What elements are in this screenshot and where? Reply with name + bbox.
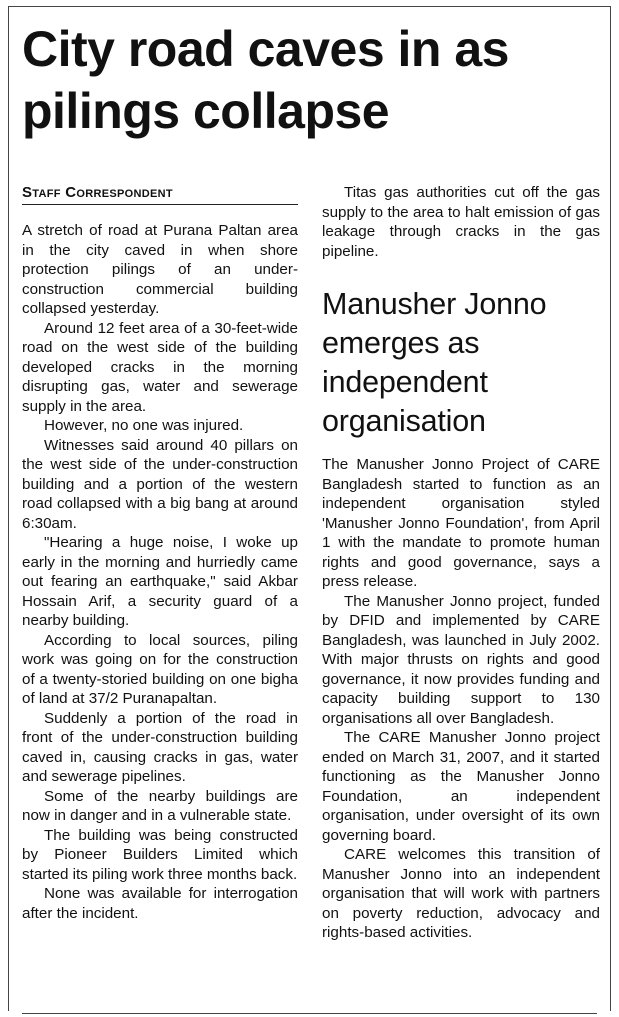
paragraph: Some of the nearby buildings are now in danger and in a vulnerable state. bbox=[22, 787, 298, 824]
paragraph: According to local sources, piling work was going on for the construction of a twenty-storied building on one bigha of land at 37/2 Puranapaltan. bbox=[22, 631, 298, 707]
paragraph: The Manusher Jonno project, funded by DFID and implemented by CARE Bangladesh, was launched in July 2002. With major thrusts on rights and good governance, it now provides funding and capacity building support to 130 organisations all over Bangladesh. bbox=[322, 592, 600, 727]
right-column bbox=[322, 183, 600, 943]
bottom-rule bbox=[22, 1013, 597, 1014]
paragraph: Suddenly a portion of the road in front of the under-construction building caved in, causing cracks in gas, water and sewerage pipelines. bbox=[22, 709, 298, 785]
paragraph: The Manusher Jonno Project of CARE Bangladesh started to function as an independent organisation styled 'Manusher Jonno Foundation', from April 1 with the mandate to promote human rights and good governance, says a press release. bbox=[322, 456, 600, 590]
paragraph: The CARE Manusher Jonno project ended on March 31, 2007, and it started functioning as the Manusher Jonno Foundation, an independent organisation, under oversight of its own governing board. bbox=[322, 729, 600, 844]
headline: City road caves in as pilings collapse bbox=[22, 21, 509, 139]
paragraph: Titas gas authorities cut off the gas supply to the area to halt emission of gas leakage through cracks in the gas pipeline. bbox=[322, 184, 600, 260]
paragraph: "Hearing a huge noise, I woke up early in the morning and hurriedly came out fearing an earthquake," said Akbar Hossain Arif, a security guard of a nearby building. bbox=[22, 534, 298, 629]
second-headline: Manusher Jonno emerges as independent organisation bbox=[322, 287, 547, 438]
paragraph: None was available for interrogation after the incident. bbox=[22, 885, 298, 922]
paragraph: However, no one was injured. bbox=[44, 417, 244, 434]
paragraph: Witnesses said around 40 pillars on the west side of the under-construction building and a portion of the western road collapsed with a big bang at around 6:30am. bbox=[22, 436, 298, 532]
left-column bbox=[22, 183, 298, 923]
paragraph: The building was being constructed by Pioneer Builders Limited which started its piling work three months back. bbox=[22, 826, 298, 883]
paragraph: Around 12 feet area of a 30-feet-wide road on the west side of the building developed cracks in the morning disrupting gas, water and sewerage supply in the area. bbox=[22, 319, 298, 415]
byline: Staff Correspondent bbox=[22, 183, 298, 205]
paragraph: A stretch of road at Purana Paltan area in the city caved in when shore protection pilings of an under-construction commercial building collapsed yesterday. bbox=[22, 222, 298, 317]
paragraph: CARE welcomes this transition of Manusher Jonno into an independent organisation that will work with partners on poverty reduction, advocacy and rights-based activities. bbox=[322, 846, 600, 941]
